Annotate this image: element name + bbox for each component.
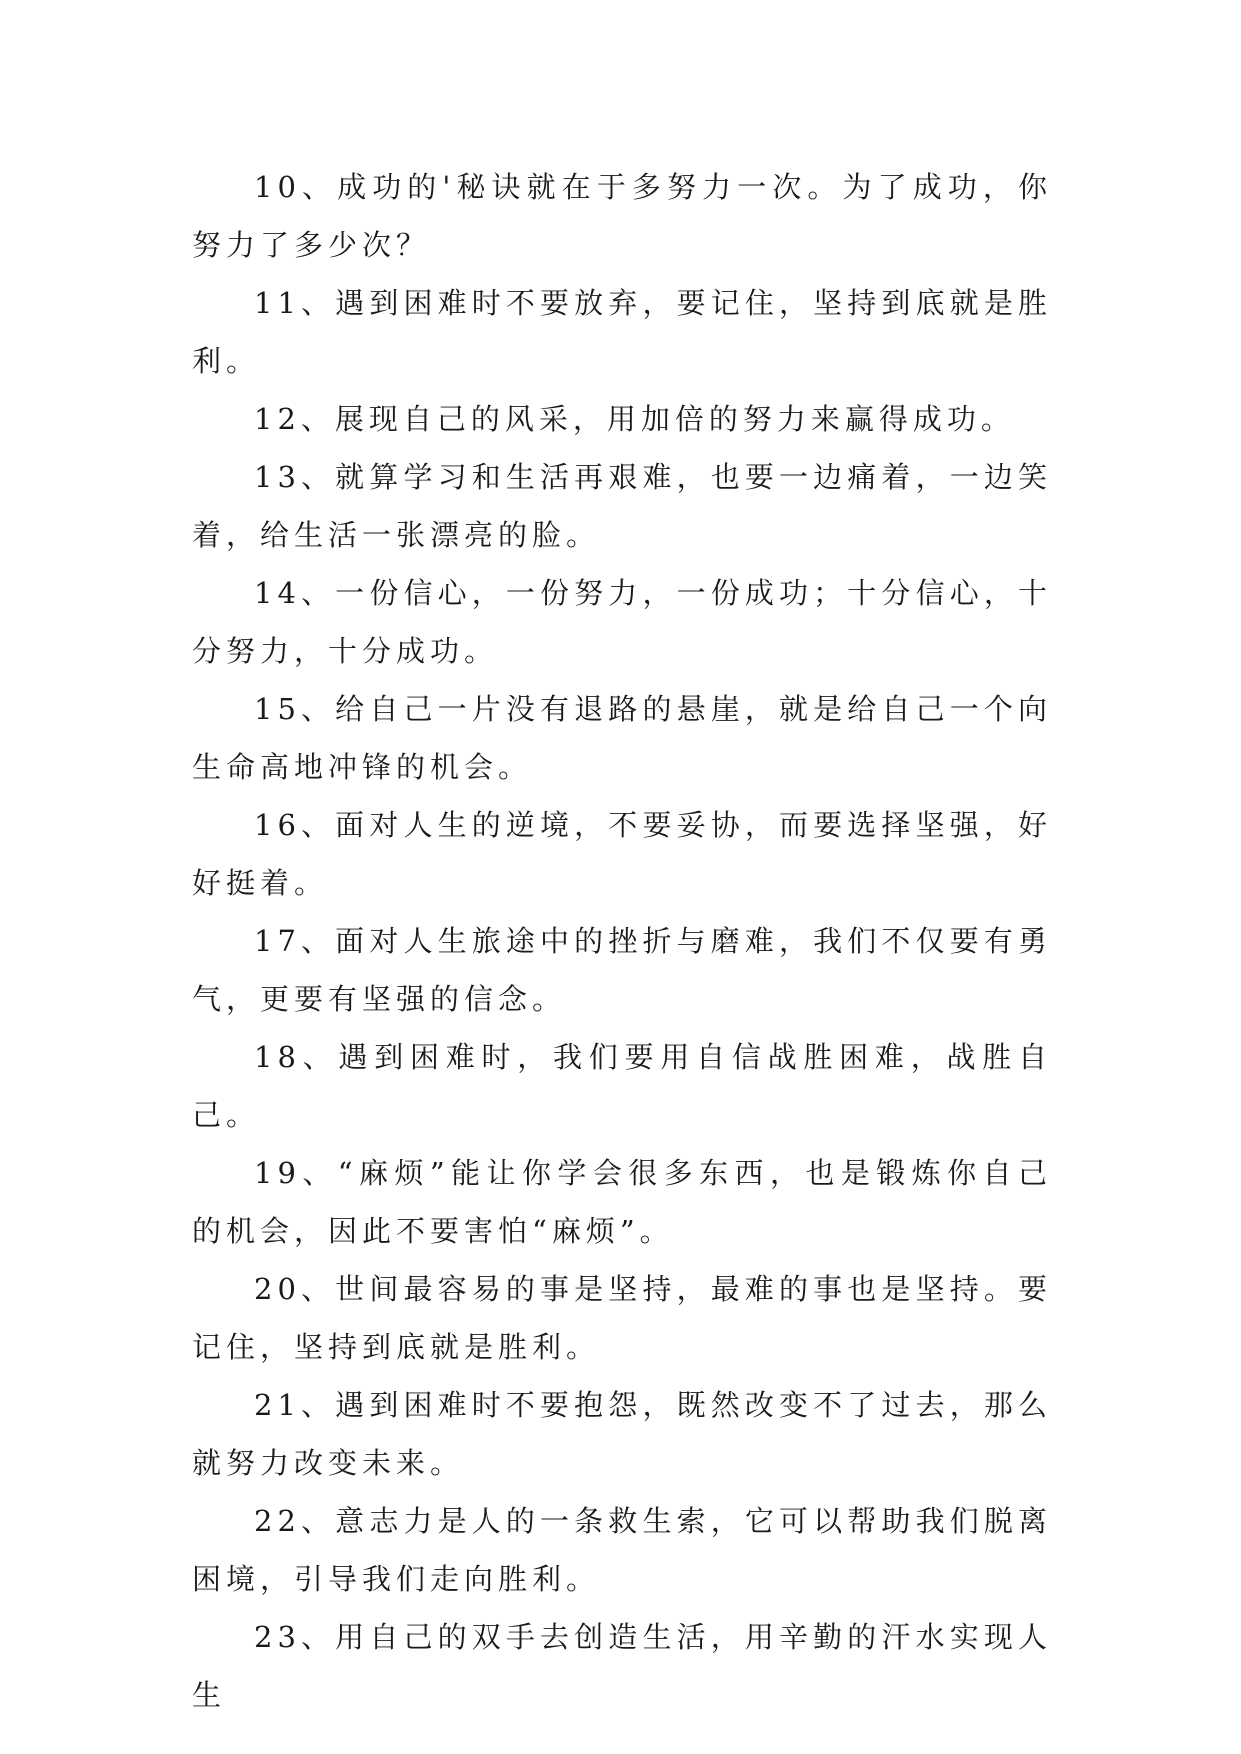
paragraph-12: 12、展现自己的风采，用加倍的努力来赢得成功。: [254, 402, 1015, 436]
paragraph-16: 16、面对人生的逆境，不要妥协，而要选择坚强，好好挺着。: [192, 808, 1052, 900]
paragraph-23: 23、用自己的双手去创造生活，用辛勤的汗水实现人生: [192, 1620, 1052, 1712]
paragraph-17: 17、面对人生旅途中的挫折与磨难，我们不仅要有勇气，更要有坚强的信念。: [192, 924, 1052, 1016]
paragraph-13: 13、就算学习和生活再艰难，也要一边痛着，一边笑着，给生活一张漂亮的脸。: [192, 460, 1052, 552]
paragraph-10: 10、成功的'秘诀就在于多努力一次。为了成功，你努力了多少次？: [192, 170, 1052, 262]
paragraph-18: 18、遇到困难时，我们要用自信战胜困难，战胜自己。: [192, 1040, 1052, 1132]
paragraph-19: 19、“麻烦”能让你学会很多东西，也是锻炼你自己的机会，因此不要害怕“麻烦”。: [192, 1156, 1052, 1248]
paragraph-11: 11、遇到困难时不要放弃，要记住，坚持到底就是胜利。: [192, 286, 1052, 378]
document-body: [192, 158, 1052, 1724]
paragraph-21: 21、遇到困难时不要抱怨，既然改变不了过去，那么就努力改变未来。: [192, 1388, 1052, 1480]
paragraph-15: 15、给自己一片没有退路的悬崖，就是给自己一个向生命高地冲锋的机会。: [192, 692, 1052, 784]
paragraph-22: 22、意志力是人的一条救生索，它可以帮助我们脱离困境，引导我们走向胜利。: [192, 1504, 1052, 1596]
paragraph-14: 14、一份信心，一份努力，一份成功；十分信心，十分努力，十分成功。: [192, 576, 1052, 668]
paragraph-20: 20、世间最容易的事是坚持，最难的事也是坚持。要记住，坚持到底就是胜利。: [192, 1272, 1052, 1364]
